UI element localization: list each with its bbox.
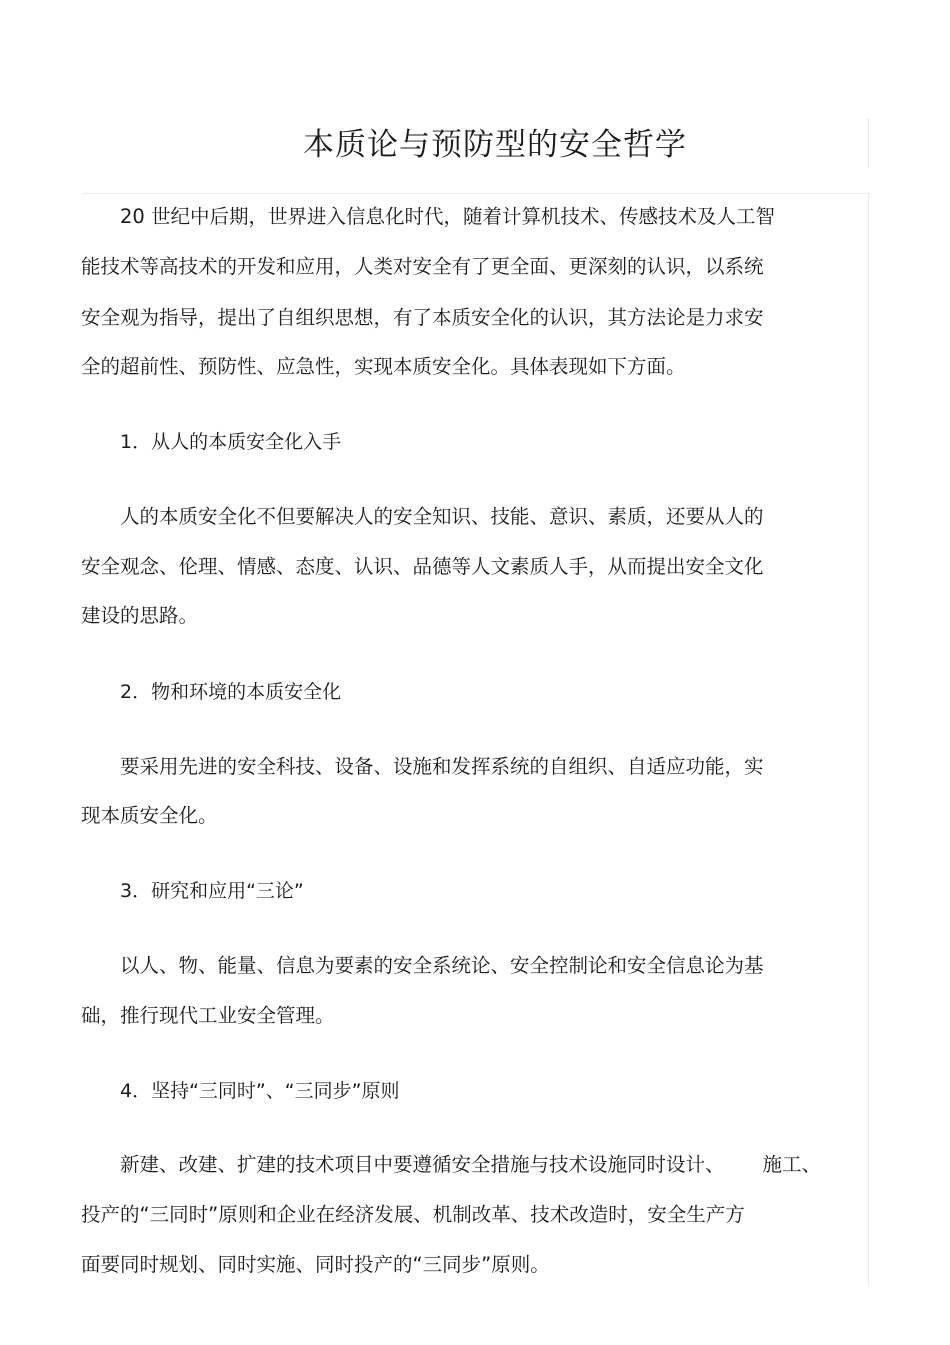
paragraph-line: 全的超前性、预防性、应急性，实现本质安全化。具体表现如下方面。 [81,355,686,378]
section-heading-3: 3．研究和应用“三论” [120,880,304,902]
paragraph-line: 能技术等高技术的开发和应用，人类对安全有了更全面、更深刻的认识，以系统 [81,255,764,278]
paragraph-line: 人的本质安全化不但要解决人的安全知识、技能、意识、素质，还要从人的 [120,505,764,528]
paragraph-line: 投产的“三同时”原则和企业在经济发展、机制改革、技术改造时，安全生产方 [81,1203,745,1226]
paragraph-line: 建设的思路。 [81,604,199,627]
paragraph-line: 20 世纪中后期，世界进入信息化时代，随着计算机技术、传感技术及人工智 [120,205,776,228]
section-heading-4: 4．坚持“三同时”、“三同步”原则 [120,1080,400,1102]
paragraph-line: 安全观为指导，提出了自组织思想，有了本质安全化的认识，其方法论是力求安 [81,306,764,329]
section-heading-1: 1．从人的本质安全化入手 [120,431,342,453]
paragraph-line: 面要同时规划、同时实施、同时投产的“三同步”原则。 [81,1253,550,1276]
paragraph-line: 以人、物、能量、信息为要素的安全系统论、安全控制论和安全信息论为基 [120,954,764,977]
paragraph-line: 安全观念、伦理、情感、态度、认识、品德等人文素质人手，从而提出安全文化 [81,555,764,578]
paragraph-line: 础，推行现代工业安全管理。 [81,1004,335,1027]
document-title: 本质论与预防型的安全哲学 [303,127,687,163]
paragraph-line-tail: 施工、 [762,1153,822,1176]
header-divider [82,193,869,194]
paragraph-line: 现本质安全化。 [81,804,218,827]
paragraph-line [120,1150,821,1180]
right-margin-rule [868,194,869,1286]
section-heading-2: 2．物和环境的本质安全化 [120,681,342,703]
paragraph-line-text: 新建、改建、扩建的技术项目中要遵循安全措施与技术设施同时设计、 [120,1153,725,1176]
paragraph-line: 要采用先进的安全科技、设备、设施和发挥系统的自组织、自适应功能，实 [120,755,764,778]
